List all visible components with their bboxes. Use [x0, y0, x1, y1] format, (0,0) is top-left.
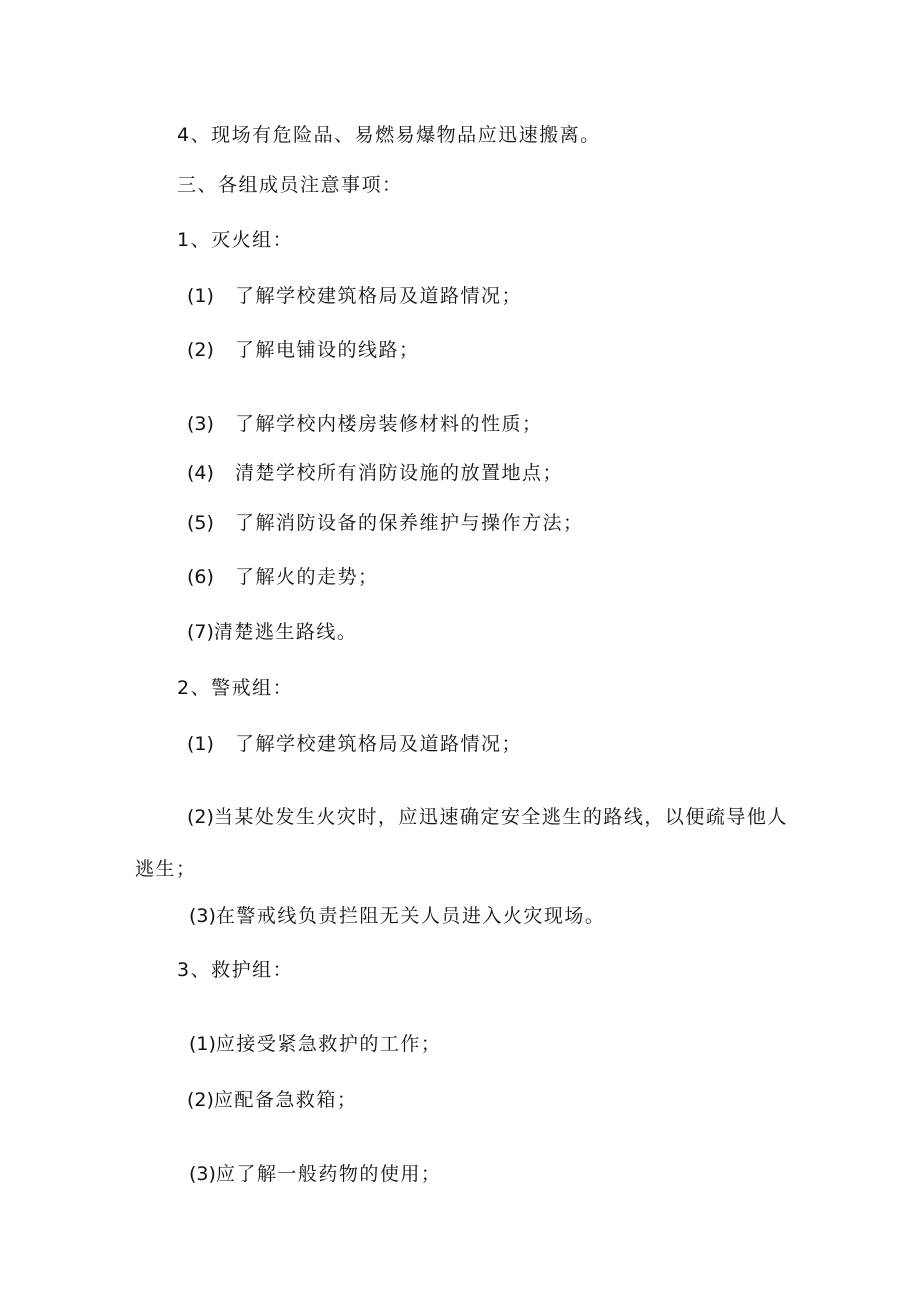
group-heading-cordon: [177, 676, 293, 700]
cordon-item-1: [187, 732, 522, 756]
item-number: (1): [187, 733, 214, 755]
line-text: 当某处发生火灾时，应迅速确定安全逃生的路线，以便疏导他人: [213, 806, 788, 828]
group-heading-firefighting: [177, 228, 293, 252]
line-text: 逃生；: [135, 858, 197, 880]
line-text: 三、各组成员注意事项：: [177, 174, 403, 196]
item-number: (3): [189, 1163, 216, 1185]
item-number: (1): [187, 285, 214, 307]
item-number: (1): [189, 1033, 216, 1055]
item-number: (2): [187, 806, 214, 828]
firefighting-item-7: [187, 620, 357, 644]
line-text: 2、警戒组：: [177, 677, 294, 699]
item-number: (3): [187, 413, 214, 435]
line-text: 了解学校建筑格局及道路情况；: [235, 733, 523, 755]
item-number: (4): [187, 462, 214, 484]
line-text: 了解电铺设的线路；: [235, 339, 420, 361]
item-number: (5): [187, 512, 214, 534]
item-number: (2): [187, 339, 214, 361]
item-number: (6): [187, 566, 214, 588]
firefighting-item-6: [187, 565, 379, 589]
item-number: (7): [187, 621, 214, 643]
line-text: 清楚逃生路线。: [213, 621, 358, 643]
firefighting-item-3: [187, 412, 543, 436]
line-text: 应了解一般药物的使用；: [215, 1163, 442, 1185]
section-heading-3: [177, 173, 403, 197]
firefighting-item-5: [187, 511, 584, 535]
line-text: 了解学校建筑格局及道路情况；: [235, 285, 523, 307]
item-4-hazard-removal: [177, 123, 601, 147]
line-text: 了解学校内楼房装修材料的性质；: [235, 413, 543, 435]
line-text: 应接受紧急救护的工作；: [215, 1033, 442, 1055]
firefighting-item-2: [187, 338, 420, 362]
item-number: (2): [187, 1089, 214, 1111]
rescue-item-3: [189, 1162, 441, 1186]
rescue-item-2: [187, 1088, 357, 1112]
cordon-item-3: [189, 904, 605, 928]
cordon-item-2: [187, 805, 788, 829]
line-text: 1、灭火组：: [177, 229, 294, 251]
line-text: 应配备急救箱；: [213, 1089, 358, 1111]
line-text: 3、救护组：: [177, 959, 294, 981]
cordon-item-2-continuation: [135, 857, 197, 881]
line-text: 清楚学校所有消防设施的放置地点；: [235, 462, 564, 484]
line-text: 了解火的走势；: [235, 566, 379, 588]
firefighting-item-4: [187, 461, 563, 485]
group-heading-rescue: [177, 958, 293, 982]
line-text: 在警戒线负责拦阻无关人员进入火灾现场。: [215, 905, 606, 927]
line-text: 4、现场有危险品、易燃易爆物品应迅速搬离。: [177, 124, 601, 146]
item-number: (3): [189, 905, 216, 927]
firefighting-item-1: [187, 284, 522, 308]
rescue-item-1: [189, 1032, 441, 1056]
line-text: 了解消防设备的保养维护与操作方法；: [235, 512, 584, 534]
